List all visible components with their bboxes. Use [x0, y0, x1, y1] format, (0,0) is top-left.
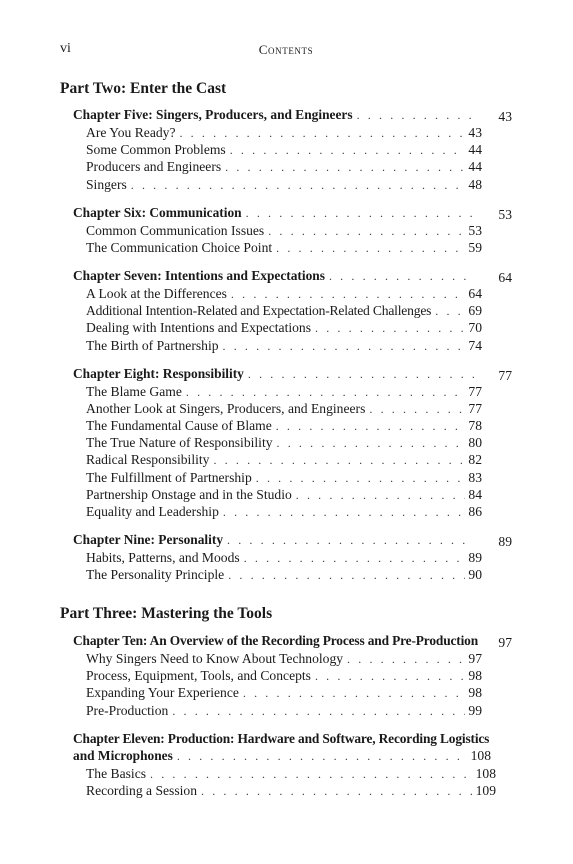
chapter-page-number: 77	[498, 368, 512, 383]
toc-entry[interactable]	[86, 338, 482, 356]
toc-entry-ch11[interactable]	[73, 748, 491, 766]
toc-entry[interactable]	[86, 384, 482, 402]
section-title: The Birth of Partnership	[86, 338, 219, 353]
chapter-title-line-2: and Microphones	[73, 748, 173, 763]
chapter-title: Chapter Seven: Intentions and Expectations	[73, 268, 325, 283]
section-page-number: 53	[468, 223, 482, 238]
section-page-number: 98	[468, 685, 482, 700]
toc-entry[interactable]	[86, 125, 482, 143]
section-title: The Personality Principle	[86, 567, 225, 582]
section-title: The Fundamental Cause of Blame	[86, 418, 272, 433]
chapter-title: Chapter Eight: Responsibility	[73, 366, 244, 381]
chapter-title: Chapter Nine: Personality	[73, 532, 224, 547]
toc-entry-ch8[interactable]	[73, 366, 477, 384]
part-two-heading: Part Two: Enter the Cast	[60, 80, 227, 97]
toc-entry[interactable]	[86, 177, 482, 195]
chapter-title: Chapter Five: Singers, Producers, and Engineers	[73, 107, 353, 122]
section-page-number: 74	[468, 338, 482, 353]
toc-entry-ch5[interactable]	[73, 107, 477, 125]
toc-entry[interactable]	[86, 418, 482, 436]
chapter-page-number: 43	[498, 109, 512, 124]
section-title: The Basics	[86, 766, 147, 781]
chapter-page-number: 89	[498, 534, 512, 549]
toc-entry-ch9[interactable]	[73, 532, 477, 550]
toc-entry[interactable]	[86, 567, 482, 585]
section-title: Are You Ready?	[86, 125, 176, 140]
section-title: Process, Equipment, Tools, and Concepts	[86, 668, 311, 683]
section-page-number: 108	[475, 766, 496, 781]
section-title: The Blame Game	[86, 384, 182, 399]
section-page-number: 77	[468, 401, 482, 416]
section-title: The Communication Choice Point	[86, 240, 273, 255]
page-header	[60, 41, 512, 59]
section-title: Some Common Problems	[86, 142, 226, 157]
section-title: Pre-Production	[86, 703, 169, 718]
toc-entry[interactable]	[86, 685, 482, 703]
toc-entry[interactable]	[86, 651, 482, 669]
section-page-number: 90	[468, 567, 482, 582]
toc-entry[interactable]	[86, 286, 482, 304]
toc-entry[interactable]	[86, 401, 482, 419]
section-title: Habits, Patterns, and Moods	[86, 550, 240, 565]
section-page-number: 59	[468, 240, 482, 255]
toc-entry[interactable]	[86, 766, 496, 784]
section-title: The Fulfillment of Partnership	[86, 470, 252, 485]
toc-entry[interactable]	[86, 240, 482, 258]
chapter-title-line-1[interactable]: Chapter Eleven: Production: Hardware and Software, Recording Logistics	[73, 731, 490, 746]
section-page-number: 98	[468, 668, 482, 683]
chapter-title: Chapter Six: Communication	[73, 205, 242, 220]
section-title: Partnership Onstage and in the Studio	[86, 487, 292, 502]
section-page-number: 70	[468, 320, 482, 335]
section-page-number: 84	[468, 487, 482, 502]
chapter-page-number: 53	[498, 207, 512, 222]
toc-entry-ch6[interactable]	[73, 205, 477, 223]
section-page-number: 99	[468, 703, 482, 718]
toc-entry[interactable]	[86, 703, 482, 721]
section-page-number: 48	[468, 177, 482, 192]
page-number: vi	[60, 41, 71, 56]
section-page-number: 109	[475, 783, 496, 798]
toc-entry[interactable]	[86, 435, 482, 453]
toc-entry[interactable]	[86, 320, 482, 338]
section-page-number: 89	[468, 550, 482, 565]
toc-entry[interactable]	[86, 783, 496, 801]
section-title: Radical Responsibility	[86, 452, 210, 467]
toc-entry[interactable]	[86, 504, 482, 522]
section-title: A Look at the Differences	[86, 286, 227, 301]
section-title: Why Singers Need to Know About Technology	[86, 651, 344, 666]
section-page-number: 77	[468, 384, 482, 399]
section-page-number: 44	[468, 142, 482, 157]
section-title: Common Communication Issues	[86, 223, 265, 238]
section-title: Singers	[86, 177, 127, 192]
section-title: Expanding Your Experience	[86, 685, 239, 700]
section-title: The True Nature of Responsibility	[86, 435, 273, 450]
toc-entry[interactable]	[86, 550, 482, 568]
toc-entry[interactable]	[86, 159, 482, 177]
section-page-number: 97	[468, 651, 482, 666]
section-page-number: 86	[468, 504, 482, 519]
toc-entry[interactable]	[86, 303, 482, 321]
section-title: Additional Intention-Related and Expectation-Related Challenges	[86, 303, 432, 318]
chapter-page-number: 108	[470, 748, 491, 763]
section-page-number: 78	[468, 418, 482, 433]
toc-entry[interactable]	[86, 142, 482, 160]
toc-entry-ch10[interactable]	[73, 633, 477, 651]
section-title: Dealing with Intentions and Expectations	[86, 320, 312, 335]
section-title: Recording a Session	[86, 783, 198, 798]
toc-entry[interactable]	[86, 452, 482, 470]
section-page-number: 82	[468, 452, 482, 467]
toc-entry[interactable]	[86, 487, 482, 505]
section-page-number: 80	[468, 435, 482, 450]
section-page-number: 44	[468, 159, 482, 174]
chapter-title: Chapter Ten: An Overview of the Recording Process and Pre-Production	[73, 633, 479, 648]
running-head: Contents	[258, 42, 314, 57]
toc-entry[interactable]	[86, 668, 482, 686]
section-title: Another Look at Singers, Producers, and Engineers	[86, 401, 366, 416]
toc-entry-ch7[interactable]	[73, 268, 477, 286]
section-page-number: 43	[468, 125, 482, 140]
section-page-number: 64	[468, 286, 482, 301]
chapter-page-number: 64	[498, 270, 512, 285]
toc-entry[interactable]	[86, 223, 482, 241]
toc-entry[interactable]	[86, 470, 482, 488]
section-page-number: 83	[468, 470, 482, 485]
part-three-heading: Part Three: Mastering the Tools	[60, 605, 273, 622]
section-title: Equality and Leadership	[86, 504, 219, 519]
section-page-number: 69	[468, 303, 482, 318]
section-title: Producers and Engineers	[86, 159, 222, 174]
chapter-page-number: 97	[498, 635, 512, 650]
